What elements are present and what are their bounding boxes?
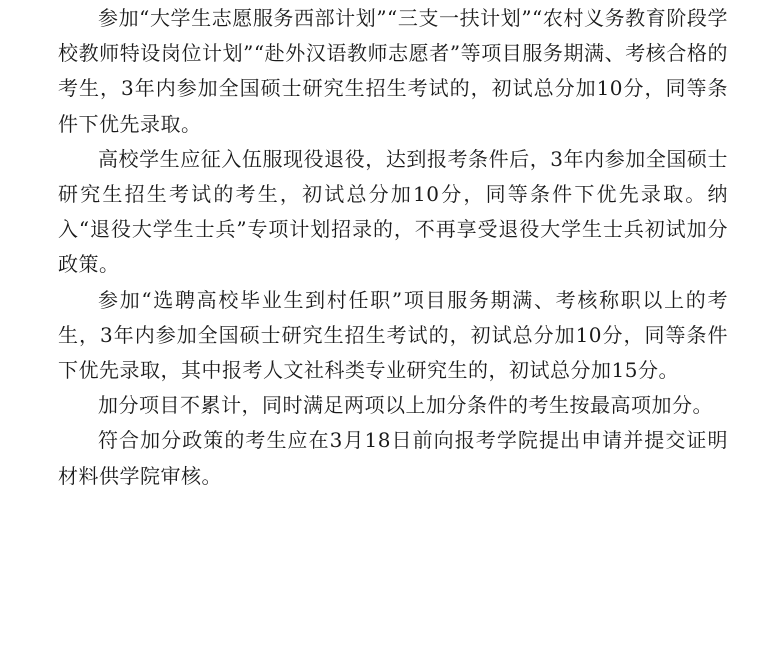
paragraph-application-deadline: 符合加分政策的考生应在3月18日前向报考学院提出申请并提交证明材料供学院审核。 (58, 428, 728, 488)
paragraph-village-official-bonus: 参加“选聘高校毕业生到村任职”项目服务期满、考核称职以上的考生，3年内参加全国硕士研究生招生考试的，初试总分加10分，同等条件下优先录取，其中报考人文社科类专业研究生的，初试总分加15分。 (58, 287, 728, 383)
paragraph-non-cumulative-rule: 加分项目不累计，同时满足两项以上加分条件的考生按最高项加分。 (98, 393, 713, 418)
paragraph-volunteer-bonus: 参加“大学生志愿服务西部计划”“三支一扶计划”“农村义务教育阶段学校教师特设岗位计划”“赴外汉语教师志愿者”等项目服务期满、考核合格的考生，3年内参加全国硕士研究生招生考试的，初试总分加10分，同等条件下优先录取。 (58, 6, 728, 136)
paragraph-veteran-bonus: 高校学生应征入伍服现役退役，达到报考条件后，3年内参加全国硕士研究生招生考试的考生，初试总分加10分，同等条件下优先录取。纳入“退役大学生士兵”专项计划招录的，不再享受退役大学生士兵初试加分政策。 (58, 146, 728, 277)
